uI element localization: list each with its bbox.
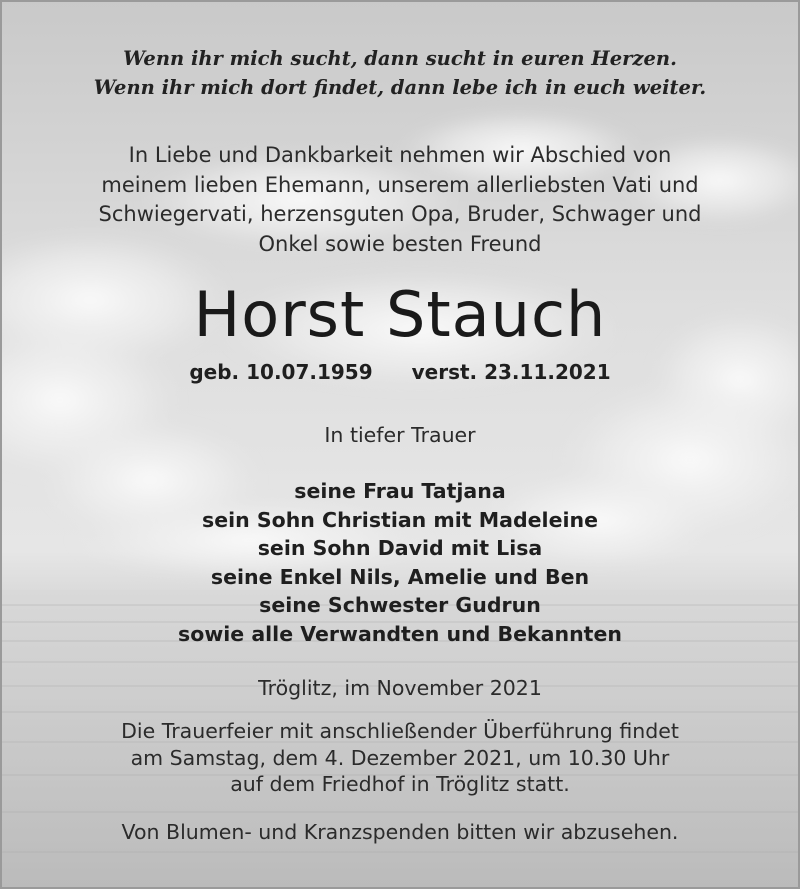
life-dates [0, 357, 800, 387]
intro-line: meinem lieben Ehemann, unserem allerliebsten Vati und [101, 172, 699, 197]
relative-entry: sein Sohn David mit Lisa [257, 536, 543, 561]
intro-line: Schwiegervati, herzensguten Opa, Bruder, Schwager und [98, 202, 702, 227]
relatives-list [0, 477, 800, 649]
death-date: verst. 23.11.2021 [411, 360, 611, 384]
place-and-date: Tröglitz, im November 2021 [258, 676, 542, 700]
flowers-note: Von Blumen- und Kranzspenden bitten wir abzusehen. [121, 820, 679, 844]
relative-entry: sein Sohn Christian mit Madeleine [202, 507, 598, 532]
funeral-line: Die Trauerfeier mit anschließender Überführung findet [121, 719, 679, 743]
funeral-line: am Samstag, dem 4. Dezember 2021, um 10.30 Uhr [130, 745, 670, 770]
relative-entry: sowie alle Verwandten und Bekannten [178, 621, 622, 646]
motto-line: Wenn ihr mich sucht, dann sucht in euren Herzen. [123, 47, 677, 70]
motto-quote [0, 44, 800, 102]
relative-entry: seine Frau Tatjana [294, 479, 506, 503]
relative-entry: seine Enkel Nils, Amelie und Ben [210, 564, 590, 589]
birth-date: geb. 10.07.1959 [189, 360, 373, 384]
intro-line: In Liebe und Dankbarkeit nehmen wir Abschied von [128, 143, 672, 167]
funeral-details [0, 718, 800, 798]
funeral-line: auf dem Friedhof in Tröglitz statt. [230, 772, 570, 796]
mourning-heading: In tiefer Trauer [324, 423, 476, 447]
motto-line: Wenn ihr mich dort findet, dann lebe ich in euch weiter. [93, 76, 707, 99]
relative-entry: seine Schwester Gudrun [259, 593, 541, 618]
intro-text [0, 141, 800, 260]
intro-line: Onkel sowie besten Freund [258, 232, 542, 257]
deceased-name: Horst Stauch [193, 278, 607, 351]
